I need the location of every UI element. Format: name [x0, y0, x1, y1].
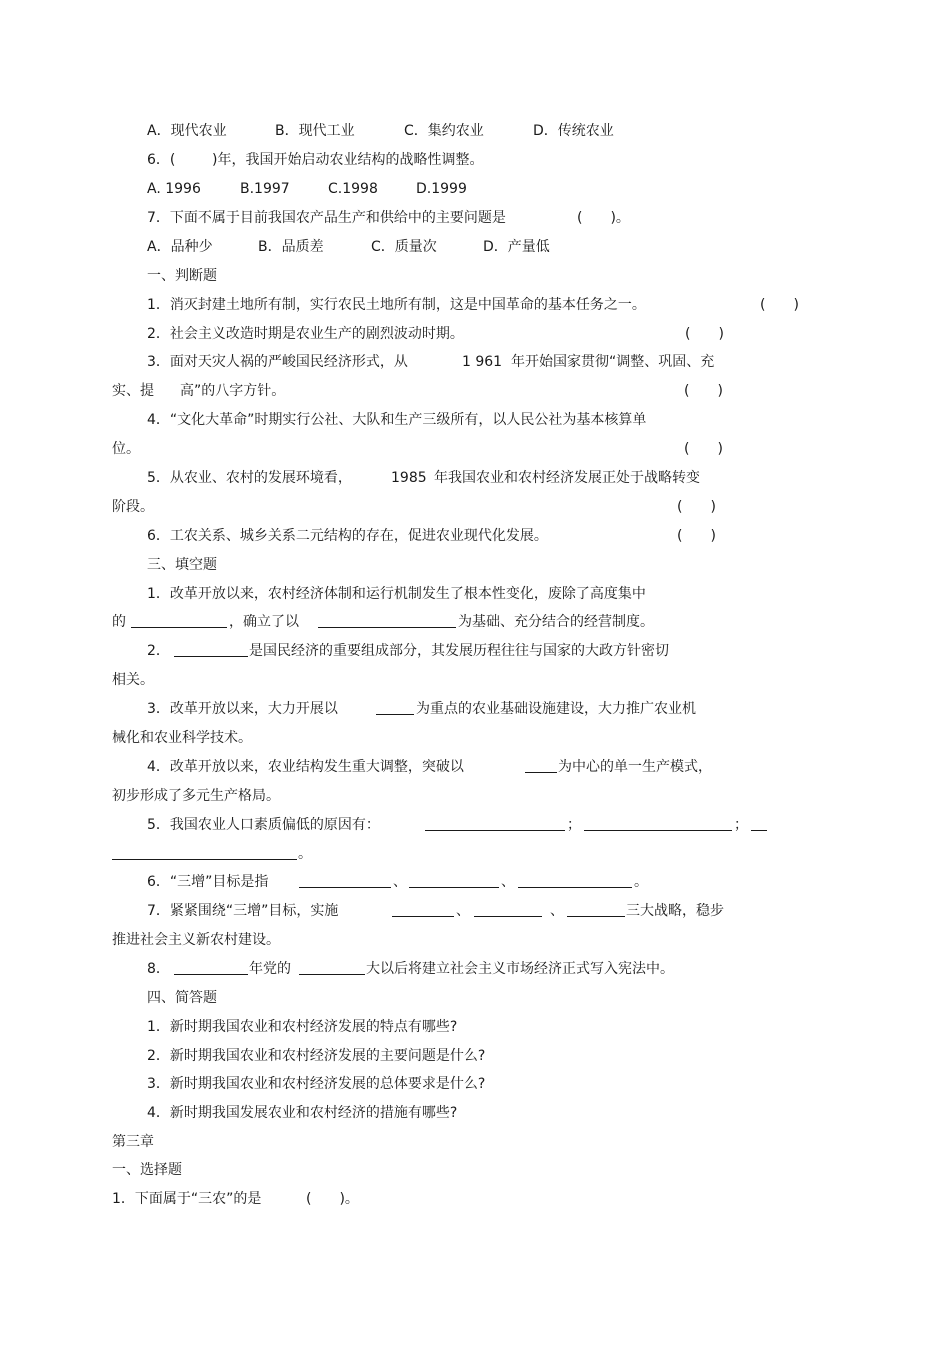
q5-option-c: C．集约农业: [404, 123, 484, 139]
fill-2-blank[interactable]: [174, 642, 248, 657]
judge-2-paren: ( ): [685, 326, 724, 342]
fill-7-line1a: 7．紧紧围绕“三增”目标，实施: [147, 903, 339, 919]
fill-8-line1b: 年党的: [249, 961, 291, 977]
fill-7-blank-3[interactable]: [567, 902, 625, 917]
short-3: 3．新时期我国农业和农村经济发展的总体要求是什么?: [147, 1076, 486, 1092]
fill-6-blank-2[interactable]: [409, 873, 499, 888]
q7-option-d: D．产量低: [483, 239, 550, 255]
fill-7-blank-1[interactable]: [392, 902, 454, 917]
q5-option-a: A．现代农业: [147, 123, 227, 139]
fill-8-blank-2[interactable]: [299, 960, 365, 975]
q7-option-b: B．品质差: [258, 239, 324, 255]
fill-6-line1: 6．“三增”目标是指: [147, 874, 269, 890]
chapter-3-title: 第三章: [112, 1134, 154, 1150]
judge-5-year: 1985: [391, 470, 427, 486]
judge-3-line2a: 实、提: [112, 383, 154, 399]
judge-3-line1c: 年开始国家贯彻“调整、巩固、充: [511, 354, 715, 370]
fill-1-blank-1[interactable]: [131, 613, 227, 628]
fill-4-line1a: 4．改革开放以来，农业结构发生重大调整，突破以: [147, 759, 464, 775]
q7-text: 7．下面不属于目前我国农产品生产和供给中的主要问题是: [147, 210, 506, 226]
q6-option-b: B.1997: [240, 181, 290, 197]
chapter-3-section-title: 一、选择题: [112, 1162, 182, 1178]
section-fill-title: 三、填空题: [147, 557, 217, 573]
judge-2-text: 2．社会主义改造时期是农业生产的剧烈波动时期。: [147, 326, 464, 342]
judge-4-line2: 位。: [112, 441, 140, 457]
short-4: 4．新时期我国发展农业和农村经济的措施有哪些?: [147, 1105, 458, 1121]
q7-answer-paren: ( )。: [577, 210, 630, 226]
q6-text: )年，我国开始启动农业结构的战略性调整。: [212, 152, 484, 168]
section-judge-title: 一、判断题: [147, 268, 217, 284]
fill-5-blank-3b[interactable]: [112, 845, 297, 860]
fill-3-line2: 械化和农业科学技术。: [112, 730, 252, 746]
fill-2-line1b: 是国民经济的重要组成部分，其发展历程往往与国家的大政方针密切: [249, 643, 669, 659]
fill-5-blank-3a[interactable]: [751, 816, 767, 831]
judge-5-line1c: 年我国农业和农村经济发展正处于战略转变: [434, 470, 700, 486]
q5-option-b: B．现代工业: [275, 123, 355, 139]
judge-5-paren: ( ): [677, 499, 716, 515]
fill-4-line1b: 为中心的单一生产模式，: [558, 759, 712, 775]
fill-7-sep-2: 、: [550, 903, 564, 919]
fill-8-number: 8．: [147, 961, 170, 977]
judge-1-paren: ( ): [760, 297, 799, 313]
fill-7-line1b: 三大战略，稳步: [626, 903, 724, 919]
fill-2-line2: 相关。: [112, 672, 154, 688]
fill-3-blank[interactable]: [376, 700, 414, 715]
chapter-3-q1-paren: ( )。: [306, 1191, 359, 1207]
judge-3-year: 1 961: [462, 354, 503, 370]
fill-5-sep-1: ；: [567, 817, 581, 833]
fill-6-sep-1: 、: [393, 874, 407, 890]
q6-option-a: A. 1996: [147, 181, 201, 197]
judge-6-text: 6．工农关系、城乡关系二元结构的存在，促进农业现代化发展。: [147, 528, 548, 544]
q6-option-d: D.1999: [416, 181, 467, 197]
fill-1-line2a: 的: [112, 614, 126, 630]
fill-8-blank-1[interactable]: [174, 960, 248, 975]
q6-number: 6．(: [147, 152, 176, 168]
q7-option-c: C．质量次: [371, 239, 437, 255]
judge-4-paren: ( ): [684, 441, 723, 457]
judge-3-line1a: 3．面对天灾人祸的严峻国民经济形式，从: [147, 354, 408, 370]
fill-6-end: 。: [634, 874, 648, 890]
fill-5-blank-1[interactable]: [425, 816, 565, 831]
judge-1-text: 1．消灭封建土地所有制，实行农民土地所有制，这是中国革命的基本任务之一。: [147, 297, 646, 313]
short-1: 1．新时期我国农业和农村经济发展的特点有哪些?: [147, 1019, 458, 1035]
q5-option-d: D．传统农业: [533, 123, 614, 139]
fill-3-line1a: 3．改革开放以来，大力开展以: [147, 701, 338, 717]
judge-6-paren: ( ): [677, 528, 716, 544]
fill-6-sep-2: 、: [501, 874, 515, 890]
q6-option-c: C.1998: [328, 181, 378, 197]
fill-4-line2: 初步形成了多元生产格局。: [112, 788, 280, 804]
short-2: 2．新时期我国农业和农村经济发展的主要问题是什么?: [147, 1048, 486, 1064]
judge-3-paren: ( ): [684, 383, 723, 399]
q7-option-a: A．品种少: [147, 239, 213, 255]
judge-4-line1: 4．“文化大革命”时期实行公社、大队和生产三级所有，以人民公社为基本核算单: [147, 412, 647, 428]
fill-5-line1: 5．我国农业人口素质偏低的原因有：: [147, 817, 380, 833]
judge-5-line1a: 5．从农业、农村的发展环境看，: [147, 470, 352, 486]
fill-2-number: 2．: [147, 643, 170, 659]
fill-4-blank[interactable]: [525, 758, 557, 773]
fill-8-line1c: 大以后将建立社会主义市场经济正式写入宪法中。: [366, 961, 674, 977]
judge-5-line2: 阶段。: [112, 499, 154, 515]
fill-7-blank-2[interactable]: [474, 902, 542, 917]
fill-1-line2c: 为基础、充分结合的经营制度。: [458, 614, 654, 630]
fill-1-line2b: ，确立了以: [229, 614, 299, 630]
section-short-title: 四、简答题: [147, 990, 217, 1006]
fill-1-blank-2[interactable]: [318, 613, 456, 628]
judge-3-line2b: 高”的八字方针。: [180, 383, 286, 399]
fill-6-blank-3[interactable]: [518, 873, 632, 888]
fill-6-blank-1[interactable]: [299, 873, 391, 888]
fill-7-line2: 推进社会主义新农村建设。: [112, 932, 280, 948]
fill-3-line1b: 为重点的农业基础设施建设，大力推广农业机: [416, 701, 696, 717]
fill-1-line1: 1．改革开放以来，农村经济体制和运行机制发生了根本性变化，废除了高度集中: [147, 586, 646, 602]
fill-5-sep-2: ；: [734, 817, 748, 833]
chapter-3-q1-text: 1．下面属于“三农”的是: [112, 1191, 262, 1207]
fill-7-sep-1: 、: [456, 903, 470, 919]
fill-5-blank-2[interactable]: [584, 816, 732, 831]
fill-5-end: 。: [298, 846, 312, 862]
